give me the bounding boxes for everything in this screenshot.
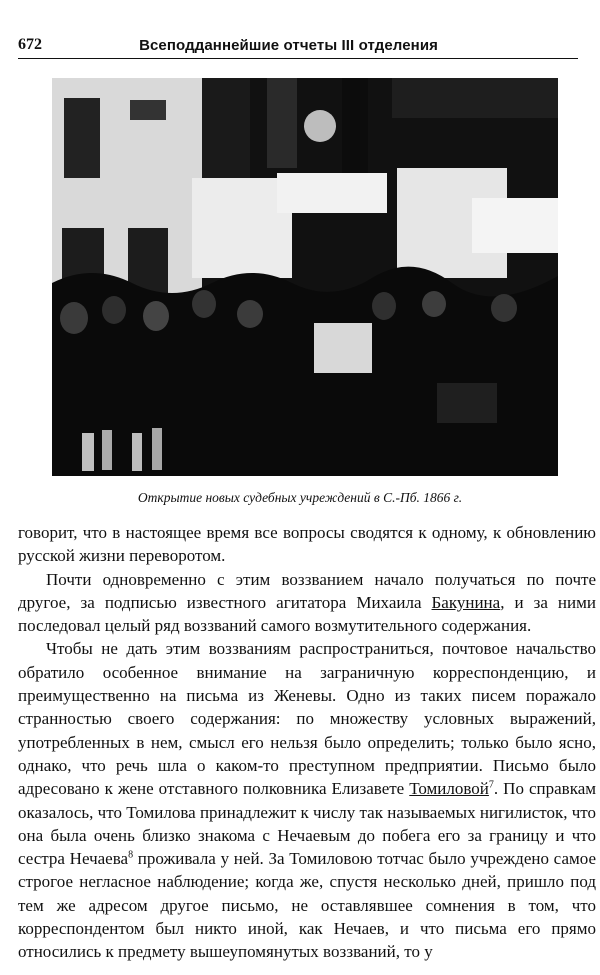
page-header bbox=[18, 36, 578, 59]
paragraph-2-text-end: , и за ними последовал целый ряд воззваний самого возмутительного содержания. bbox=[18, 592, 596, 636]
paragraph-2-text-start: Почти одновременно с этим воззванием начало получаться по почте другое, за подписью известного агитатора Михаила bbox=[18, 569, 596, 612]
paragraph-3 bbox=[18, 637, 596, 963]
running-title: Всеподданнейшие отчеты III отделения bbox=[139, 37, 438, 54]
bakunin-reference: Бакунина bbox=[431, 592, 501, 612]
paragraph-3-text-middle: . По справкам оказалось, что Томилова принадлежит к числу так называемых нигилисток, что она была очень близко знакома с Нечаевым до побега его за границу и что сестра Нечаева bbox=[18, 779, 596, 869]
historical-photograph bbox=[52, 78, 558, 476]
footnote-marker-7: 7 bbox=[488, 779, 494, 791]
paragraph-3-text-end: проживала у ней. За Томиловою тотчас было учреждено самое строгое негласное наблюдение; когда же, спустя несколько дней, пришло под тем же адресом другое письмо, не оставлявшее сомнения в том, что корреспондентом был никто иной, как Нечаев, и что письма его прямо относились к предмету вышеупомянутых воззваний, то у bbox=[18, 849, 596, 962]
page-number: 672 bbox=[18, 36, 42, 53]
body-text bbox=[18, 521, 596, 964]
tomilova-reference: Томиловой bbox=[409, 779, 489, 799]
paragraph-2 bbox=[18, 568, 596, 638]
paragraph-1: говорит, что в настоящее время все вопросы сводятся к одному, к обновлению русской жизни переворотом. bbox=[18, 523, 596, 566]
paragraph-3-text-start: Чтобы не дать этим воззваниям распространиться, почтовое начальство обратило особенное внимание на заграничную корреспонденцию, и преимущественно на письма из Женевы. Одно из таких писем поражало странностью своего содержания: по множеству условных выражений, употребленных в нем, смысл его нельзя было определить; только было ясно, однако, что речь шла о каком-то преступном предприятии. Письмо было адресовано к жене отставного полковника Елизавете bbox=[18, 639, 596, 799]
figure-caption: Открытие новых судебных учреждений в С.-Пб. 1866 г. bbox=[137, 490, 463, 505]
footnote-marker-8: 8 bbox=[128, 849, 134, 861]
